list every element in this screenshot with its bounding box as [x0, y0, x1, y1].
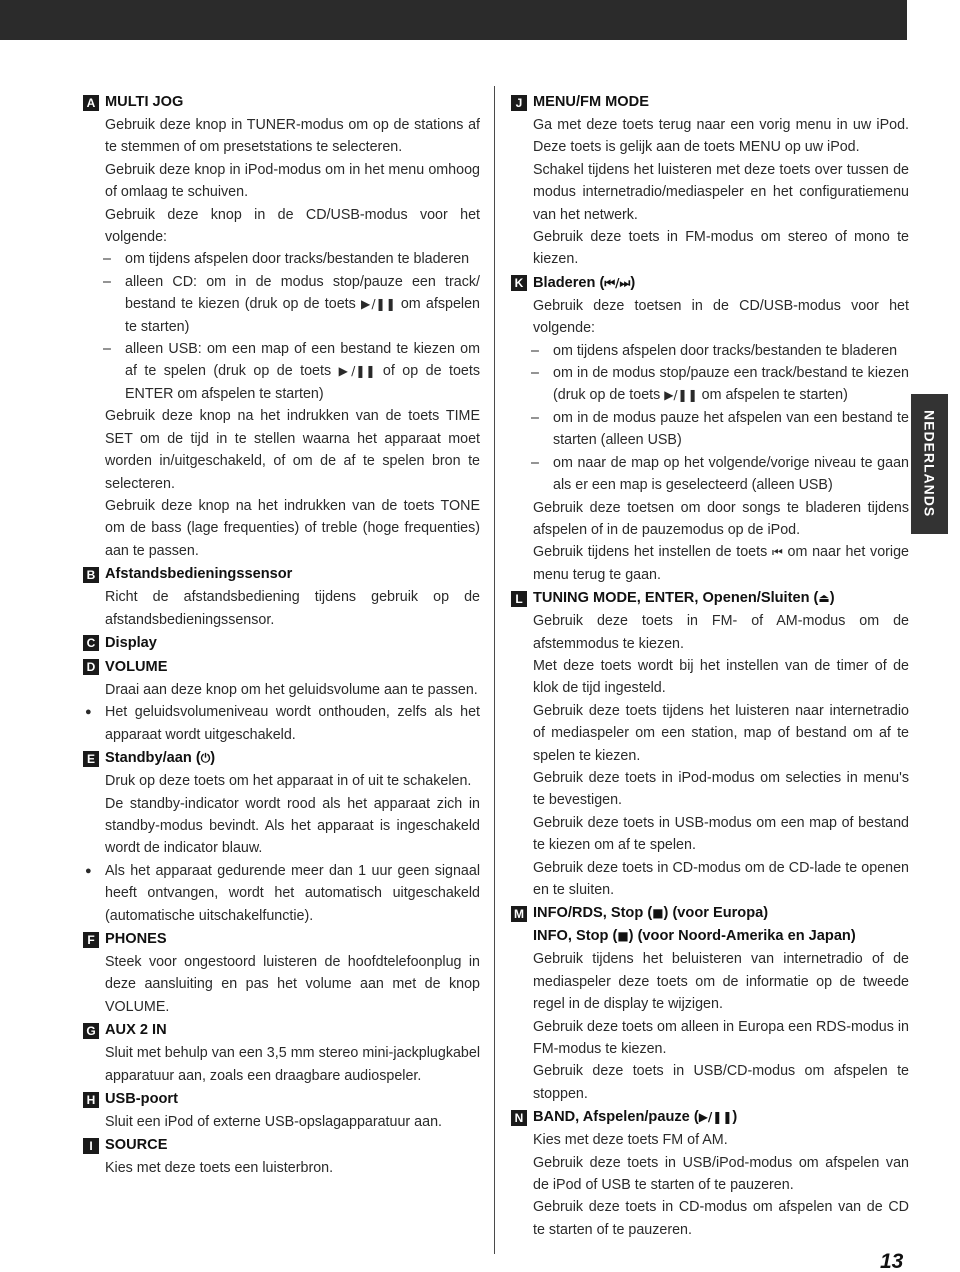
- paragraph: Gebruik deze toets in CD-modus om afspelen van de CD te starten of te pauzeren.: [533, 1199, 909, 1238]
- section-e: [83, 747, 480, 927]
- section-d: [83, 656, 480, 746]
- bullet-item: ● Als het apparaat gedurende meer dan 1 uur geen signaal heeft ontvangen, wordt het automatisch uitgeschakeld (automatische uitschakelfunctie).: [83, 860, 480, 927]
- paragraph: Schakel tijdens het luisteren met deze toets over tussen de modus internetradio/mediaspeler en het configuratiemenu van het netwerk.: [533, 161, 909, 223]
- section-letter-badge: K: [511, 275, 527, 291]
- section-m: [511, 902, 909, 1105]
- paragraph: Gebruik deze knop na het indrukken van de toets TIME SET om de tijd in te stellen waarna het apparaat moet worden in/uitgeschakeld, of om de af te spelen bron te selecteren.: [105, 408, 480, 492]
- play-pause-icon: ▶/❚❚: [361, 297, 396, 312]
- paragraph: De standby-indicator wordt rood als het apparaat zich in standby-modus bevindt. Als het apparaat is ingeschakeld wordt de indicator blauw.: [105, 795, 480, 857]
- section-j: [511, 91, 909, 271]
- section-letter-badge: N: [511, 1110, 527, 1126]
- section-heading: [511, 1106, 909, 1129]
- paragraph: Richt de afstandsbediening tijdens gebruik op de afstandsbedieningssensor.: [105, 589, 480, 628]
- section-title: BAND, Afspelen/pauze (: [533, 1109, 699, 1126]
- section-title: USB-poort: [105, 1091, 178, 1108]
- paragraph: Gebruik deze toets om alleen in Europa een RDS-modus in FM-modus te kiezen.: [533, 1018, 909, 1058]
- page-number: 13: [880, 1250, 904, 1272]
- stop-icon: ■: [617, 929, 629, 944]
- paragraph: Ga met deze toets terug naar een vorig menu in uw iPod. Deze toets is gelijk aan de toets MENU op uw iPod.: [533, 117, 909, 156]
- paragraph: Kies met deze toets een luisterbron.: [105, 1160, 334, 1177]
- language-label: NEDERLANDS: [921, 410, 938, 518]
- text-run: alleen USB: om een map of een bestand te kiezen om af te spelen (druk op de toets: [125, 341, 480, 380]
- text-run: Gebruik tijdens het instellen de toets: [533, 544, 772, 561]
- paragraph: Gebruik deze toets in FM- of AM-modus om de afstemmodus te kiezen.: [533, 613, 909, 652]
- section-title: PHONES: [105, 931, 167, 947]
- dash-item: – om in de modus pauze het afspelen van een bestand te starten (alleen USB): [511, 407, 909, 452]
- section-title: INFO/RDS, Stop (: [533, 905, 653, 922]
- section-letter-badge: B: [83, 567, 99, 583]
- header-bar: [0, 0, 907, 40]
- section-title: Afstandsbedieningssensor: [105, 566, 293, 583]
- paragraph: Gebruik deze knop in de CD/USB-modus voor het volgende:: [105, 206, 480, 246]
- dash-item: [83, 271, 480, 338]
- paragraph: Gebruik deze toets in USB/CD-modus om afspelen te stoppen.: [533, 1063, 909, 1102]
- paragraph: Gebruik deze toets tijdens het luisteren naar internetradio of mediaspeler om een station, map of bestand om af te spelen te kiezen.: [533, 702, 909, 764]
- paragraph: Gebruik tijdens het beluisteren van internetradio of de mediaspeler deze toets om de informatie op de tweede regel in de display te wijzigen.: [533, 951, 909, 1013]
- section-title: Display: [105, 634, 157, 651]
- paragraph: Druk op deze toets om het apparaat in of uit te schakelen.: [105, 773, 472, 790]
- language-side-tab: [911, 394, 948, 534]
- section-heading: [83, 1134, 480, 1157]
- paragraph: Gebruik deze toetsen in de CD/USB-modus voor het volgende:: [533, 297, 909, 337]
- skip-back-icon: ⏮: [771, 545, 783, 560]
- section-title: INFO, Stop (: [533, 928, 618, 945]
- section-a: [83, 91, 480, 562]
- paragraph: Sluit met behulp van een 3,5 mm stereo mini-jackplugkabel apparatuur aan, zoals een draagbare audiospeler.: [105, 1045, 480, 1084]
- section-heading: [83, 928, 480, 951]
- section-heading: [83, 563, 480, 586]
- section-letter-badge: D: [83, 659, 99, 675]
- paragraph: [511, 541, 909, 586]
- paragraph: Met deze toets wordt bij het instellen van de timer of de klok de tijd ingesteld.: [533, 657, 909, 697]
- section-letter-badge: H: [83, 1092, 99, 1108]
- section-c: [83, 632, 480, 655]
- text-run: om naar het vorige menu terug te gaan.: [533, 544, 909, 583]
- section-title-end: ): [210, 750, 216, 767]
- section-subheading: [511, 925, 909, 948]
- section-letter-badge: J: [511, 95, 527, 111]
- bullet-item: ● Het geluidsvolumeniveau wordt onthouden, zelfs als het apparaat wordt uitgeschakeld.: [83, 701, 480, 746]
- paragraph: Gebruik deze toetsen om door songs te bladeren tijdens afspelen of in de pauzemodus op de iPod.: [533, 499, 909, 538]
- text-run: alleen CD: om in de modus stop/pauze een track/ bestand te kiezen (druk op de toets: [125, 273, 480, 313]
- section-g: [83, 1019, 480, 1087]
- paragraph: Gebruik deze toets in iPod-modus om selecties in menu's te bevestigen.: [533, 769, 909, 809]
- paragraph: Gebruik deze toets in FM-modus om stereo of mono te kiezen.: [533, 229, 909, 268]
- column-divider: [494, 86, 495, 1254]
- right-column: [511, 90, 909, 1241]
- section-letter-badge: I: [83, 1138, 99, 1154]
- dash-item: [83, 338, 480, 405]
- paragraph: Draai aan deze knop om het geluidsvolume aan te passen.: [105, 681, 478, 698]
- section-heading: [83, 632, 480, 655]
- section-i: [83, 1134, 480, 1179]
- section-title: Standby/aan (: [105, 750, 201, 767]
- section-title: SOURCE: [105, 1137, 168, 1154]
- section-n: [511, 1106, 909, 1241]
- dash-item: – om naar de map op het volgende/vorige niveau te gaan als er een map is geselecteerd (alleen USB): [511, 452, 909, 497]
- section-heading: [83, 91, 480, 114]
- section-heading: [83, 656, 480, 679]
- power-icon: ⏻: [200, 751, 211, 766]
- section-letter-badge: F: [83, 932, 99, 948]
- section-letter-badge: L: [511, 591, 527, 607]
- paragraph: Gebruik deze knop in iPod-modus om in het menu omhoog of omlaag te schuiven.: [105, 161, 480, 201]
- section-k: [511, 272, 909, 586]
- text-run: om afspelen te starten): [125, 296, 480, 335]
- paragraph: Kies met deze toets FM of AM.: [533, 1132, 728, 1149]
- section-title: MULTI JOG: [105, 94, 184, 110]
- left-column: [83, 90, 480, 1180]
- section-letter-badge: G: [83, 1023, 99, 1039]
- section-title: MENU/FM MODE: [533, 94, 649, 110]
- section-heading: [511, 902, 909, 925]
- section-l: [511, 587, 909, 901]
- text-run: om in de modus stop/pauze een track/bestand te kiezen (druk op de toets: [553, 365, 909, 404]
- dash-item: – om tijdens afspelen door tracks/bestanden te bladeren: [511, 340, 909, 362]
- text-run: om afspelen te starten): [697, 387, 848, 404]
- section-title: TUNING MODE, ENTER, Openen/Sluiten (: [533, 590, 819, 607]
- section-title: VOLUME: [105, 658, 168, 675]
- dash-item: [511, 362, 909, 407]
- section-f: [83, 928, 480, 1018]
- paragraph: Sluit een iPod of externe USB-opslagapparatuur aan.: [105, 1114, 442, 1131]
- section-heading: [83, 1019, 480, 1042]
- paragraph: Gebruik deze toets in USB-modus om een map of bestand te kiezen om af te spelen.: [533, 814, 909, 854]
- section-title-end: ): [630, 274, 636, 291]
- section-b: [83, 563, 480, 631]
- section-h: [83, 1088, 480, 1133]
- section-title: Bladeren (: [533, 274, 605, 291]
- paragraph: Gebruik deze knop na het indrukken van de toets TONE om de bass (lage frequenties) of treble (hoge frequenties) aan te passen.: [105, 497, 480, 559]
- paragraph: Gebruik deze toets in USB/iPod-modus om afspelen van de iPod of USB te starten of te pauzeren.: [533, 1154, 909, 1194]
- paragraph: Steek voor ongestoord luisteren de hoofdtelefoonplug in deze aansluiting en pas het volume aan met de knop VOLUME.: [105, 954, 480, 1015]
- play-pause-icon: ▶/❚❚: [338, 364, 376, 379]
- play-pause-icon: ▶/❚❚: [664, 388, 698, 403]
- section-letter-badge: M: [511, 906, 527, 922]
- section-title: AUX 2 IN: [105, 1022, 167, 1039]
- section-title-end: ) (voor Europa): [663, 905, 769, 922]
- section-heading: [83, 1088, 480, 1111]
- text-run: of op de toets ENTER om afspelen te starten): [125, 363, 480, 402]
- section-heading: [83, 747, 480, 770]
- section-heading: [511, 587, 909, 610]
- section-heading: [511, 272, 909, 295]
- play-pause-icon: ▶/❚❚: [698, 1110, 733, 1125]
- eject-icon: ⏏: [818, 591, 830, 606]
- section-title-end: ): [732, 1109, 738, 1126]
- paragraph: Gebruik deze knop in TUNER-modus om op de stations af te stemmen of om presetstations te selecteren.: [105, 117, 480, 156]
- dash-item: – om tijdens afspelen door tracks/bestanden te bladeren: [83, 248, 480, 270]
- skip-icon: ⏮/⏭: [604, 275, 631, 290]
- section-title-end: ): [829, 590, 835, 607]
- paragraph: Gebruik deze toets in CD-modus om de CD-lade te openen en te sluiten.: [533, 859, 909, 898]
- section-letter-badge: A: [83, 95, 99, 111]
- section-heading: [511, 91, 909, 114]
- stop-icon: ■: [652, 906, 664, 921]
- section-letter-badge: C: [83, 635, 99, 651]
- section-title-end: ) (voor Noord-Amerika en Japan): [628, 928, 856, 945]
- section-letter-badge: E: [83, 751, 99, 767]
